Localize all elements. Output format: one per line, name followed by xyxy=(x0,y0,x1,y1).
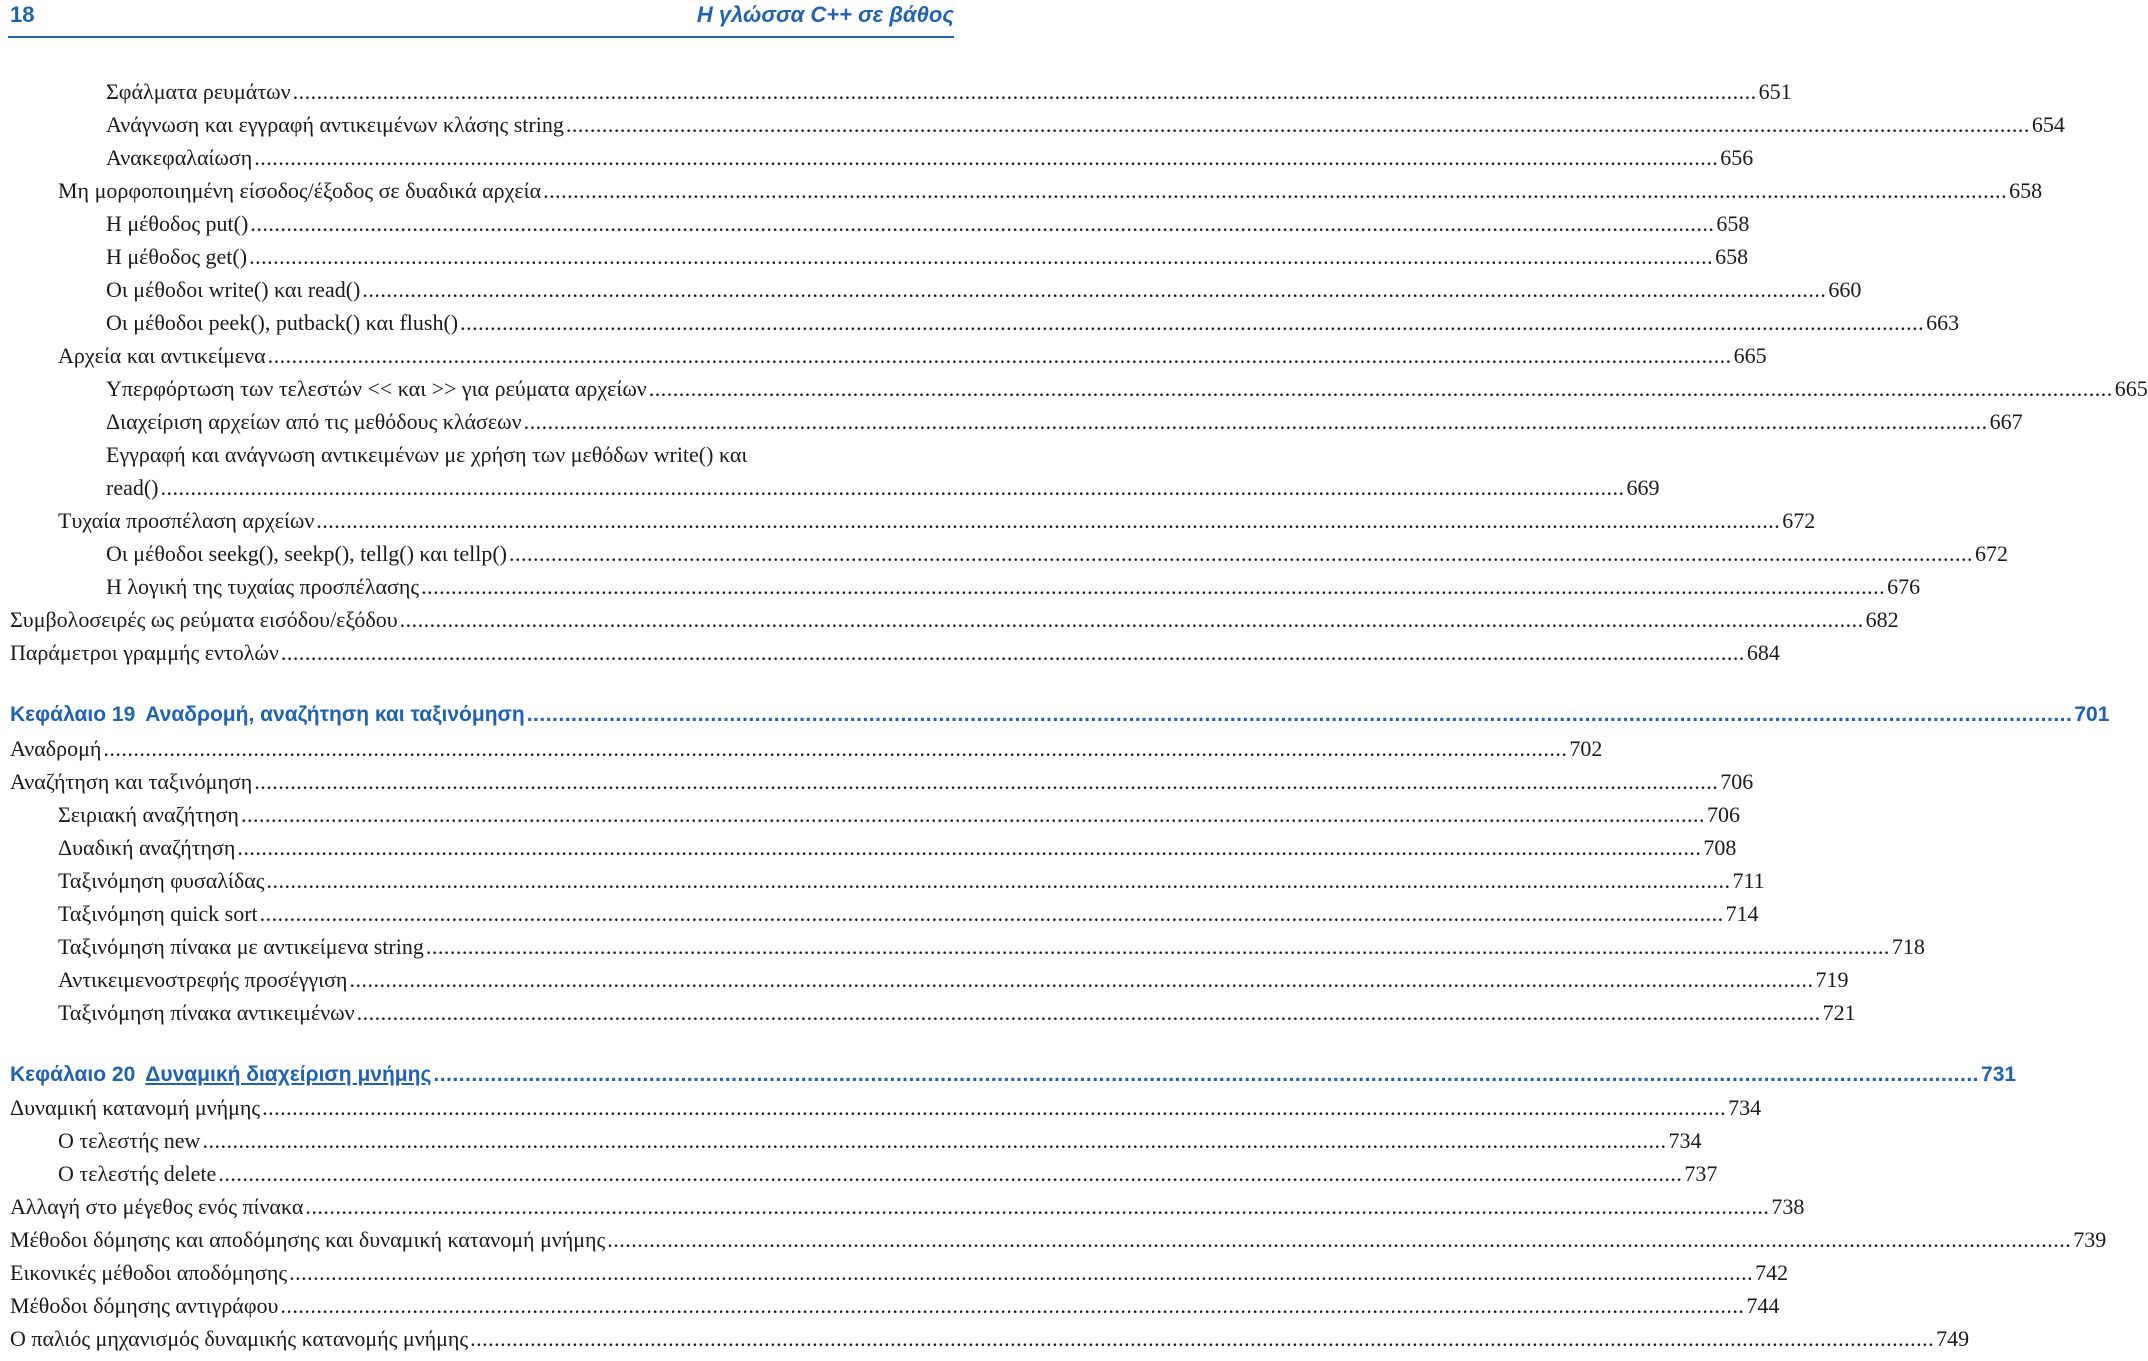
toc-entry-page: 744 xyxy=(1746,1293,1780,1318)
toc-entry-title: Δυναμική κατανομή μνήμης xyxy=(10,1095,261,1120)
toc-entry-title: Διαχείριση αρχείων από τις μεθόδους κλάσεων xyxy=(106,409,522,434)
toc-entry[interactable] xyxy=(106,275,1862,305)
toc-entry[interactable] xyxy=(10,1291,1780,1321)
toc-entry-page: 660 xyxy=(1828,277,1862,302)
chapter-title: Αναδρομή, αναζήτηση και ταξινόμηση xyxy=(145,703,525,726)
dot-leader xyxy=(524,407,1988,437)
dot-leader xyxy=(362,275,1826,305)
toc-entry-title: Αντικειμενοστρεφής προσέγγιση xyxy=(58,967,348,992)
toc-entry-wrapped-line[interactable] xyxy=(106,440,952,470)
chapter-title: Δυναμική διαχείριση μνήμης xyxy=(145,1063,432,1086)
toc-entry-title: Οι μέθοδοι peek(), putback() και flush() xyxy=(106,310,459,335)
toc-entry-page: 672 xyxy=(1975,541,2008,566)
toc-entry-title: Δυαδική αναζήτηση xyxy=(58,835,236,860)
toc-entry[interactable] xyxy=(58,176,2043,206)
toc-entry[interactable] xyxy=(58,833,1737,863)
toc-entry-page: 676 xyxy=(1887,574,1921,599)
toc-entry[interactable] xyxy=(58,998,1856,1028)
dot-leader xyxy=(250,209,1714,239)
toc-entry-title: Μέθοδοι δόμησης αντιγράφου xyxy=(10,1293,279,1318)
toc-entry[interactable] xyxy=(58,800,1740,830)
toc-entry-page: 669 xyxy=(1626,475,1660,500)
toc-entry-title: Τυχαία προσπέλαση αρχείων xyxy=(58,508,315,533)
dot-leader xyxy=(566,110,2030,140)
dot-leader xyxy=(527,700,2073,730)
toc-entry-page: 665 xyxy=(1733,343,1767,368)
dot-leader xyxy=(289,1258,1753,1288)
chapter-label: Κεφάλαιο 19 xyxy=(10,703,136,726)
dot-leader xyxy=(260,899,1724,929)
dot-leader xyxy=(268,341,1732,371)
toc-entry-page: 658 xyxy=(1716,211,1750,236)
dot-leader xyxy=(357,998,1821,1028)
toc-entry-page: 667 xyxy=(1989,409,2023,434)
dot-leader xyxy=(349,965,1813,995)
dot-leader xyxy=(254,143,1718,173)
dot-leader xyxy=(305,1192,1769,1222)
chapter-heading[interactable] xyxy=(10,700,2110,730)
toc-entry[interactable] xyxy=(106,209,1750,239)
toc-entry-page: 742 xyxy=(1755,1260,1789,1285)
toc-entry-title: read() xyxy=(106,475,159,500)
dot-leader xyxy=(400,605,1864,635)
dot-leader xyxy=(262,1093,1726,1123)
dot-leader xyxy=(426,932,1890,962)
chapter-page: 731 xyxy=(1981,1063,2017,1086)
toc-entry-page: 737 xyxy=(1684,1161,1718,1186)
toc-entry-title: Ανακεφαλαίωση xyxy=(106,145,253,170)
chapter-label: Κεφάλαιο 20 xyxy=(10,1063,136,1086)
dot-leader xyxy=(293,77,1757,107)
dot-leader xyxy=(237,833,1701,863)
toc-entry-title: Αλλαγή στο μέγεθος ενός πίνακα xyxy=(10,1194,304,1219)
toc-entry-title: Μέθοδοι δόμησης και αποδόμησης και δυναμική κατανομή μνήμης xyxy=(10,1227,606,1252)
dot-leader xyxy=(316,506,1780,536)
toc-entry-title: Σφάλματα ρευμάτων xyxy=(106,79,291,104)
toc-entry-title: Ο τελεστής new xyxy=(58,1128,201,1153)
toc-entry-title: Η μέθοδος put() xyxy=(106,211,249,236)
dot-leader xyxy=(470,1324,1934,1354)
toc-entry-page: 734 xyxy=(1668,1128,1702,1153)
toc-entry[interactable] xyxy=(58,932,1925,962)
toc-entry[interactable] xyxy=(10,638,1780,668)
dot-leader xyxy=(421,572,1885,602)
dot-leader xyxy=(280,1291,1744,1321)
toc-entry-page: 718 xyxy=(1891,934,1925,959)
toc-entry[interactable] xyxy=(106,407,2023,437)
dot-leader xyxy=(460,308,1924,338)
toc-entry-page: 714 xyxy=(1725,901,1759,926)
dot-leader xyxy=(202,1126,1666,1156)
dot-leader xyxy=(249,242,1713,272)
toc-entry[interactable] xyxy=(106,242,1749,272)
dot-leader xyxy=(218,1159,1682,1189)
toc-entry-title: Παράμετροι γραμμής εντολών xyxy=(10,640,279,665)
dot-leader xyxy=(509,539,1973,569)
dot-leader xyxy=(607,1225,2071,1255)
dot-leader xyxy=(281,638,1745,668)
toc-entry-title: Οι μέθοδοι seekg(), seekp(), tellg() και tellp() xyxy=(106,541,507,566)
toc-entry-title: Μη μορφοποιημένη είσοδος/έξοδος σε δυαδικά αρχεία xyxy=(58,178,542,203)
page-number: 18 xyxy=(10,2,35,27)
toc-entry[interactable] xyxy=(10,1192,1805,1222)
toc-entry[interactable] xyxy=(58,341,1767,371)
toc-entry-title: Αναζήτηση και ταξινόμηση xyxy=(10,769,253,794)
toc-entry[interactable] xyxy=(10,734,1603,764)
toc-entry-page: 706 xyxy=(1720,769,1754,794)
toc-entry-title: Αναδρομή xyxy=(10,736,102,761)
toc-entry-title: Ταξινόμηση quick sort xyxy=(58,901,258,926)
toc-entry-page: 682 xyxy=(1865,607,1899,632)
dot-leader xyxy=(241,800,1705,830)
toc-entry-title: Η μέθοδος get() xyxy=(106,244,248,269)
toc-entry[interactable] xyxy=(10,605,1899,635)
toc-entry[interactable] xyxy=(58,1126,1702,1156)
toc-entry[interactable] xyxy=(10,767,1754,797)
toc-entry-title: Ανάγνωση και εγγραφή αντικειμένων κλάσης string xyxy=(106,112,564,137)
toc-entry[interactable] xyxy=(10,1093,1762,1123)
toc-entry-title: Ταξινόμηση πίνακα αντικειμένων xyxy=(58,1000,355,1025)
toc-entry[interactable] xyxy=(106,110,2065,140)
toc-entry-title: Σειριακή αναζήτηση xyxy=(58,802,239,827)
toc-entry-page: 665 xyxy=(2114,376,2148,401)
toc-entry[interactable] xyxy=(10,1258,1789,1288)
toc-entry[interactable] xyxy=(58,1159,1718,1189)
chapter-page: 701 xyxy=(2074,703,2110,726)
toc-entry-page: 739 xyxy=(2073,1227,2107,1252)
toc-entry-page: 702 xyxy=(1569,736,1603,761)
toc-entry[interactable] xyxy=(106,308,1960,338)
toc-entry-page: 721 xyxy=(1822,1000,1856,1025)
toc-entry-title: Η λογική της τυχαίας προσπέλασης xyxy=(106,574,420,599)
chapter-heading[interactable] xyxy=(10,1060,2017,1090)
toc-entry-title: Ταξινόμηση φυσαλίδας xyxy=(58,868,265,893)
toc-entry-title: Ταξινόμηση πίνακα με αντικείμενα string xyxy=(58,934,424,959)
toc-entry[interactable] xyxy=(10,1225,2107,1255)
book-title: Η γλώσσα C++ σε βάθος xyxy=(696,2,954,27)
toc-entry[interactable] xyxy=(106,572,1921,602)
dot-leader xyxy=(161,473,1625,503)
toc-entry-page: 651 xyxy=(1758,79,1792,104)
toc-entry-title: Οι μέθοδοι write() και read() xyxy=(106,277,361,302)
toc-entry-page: 734 xyxy=(1728,1095,1762,1120)
toc-entry[interactable] xyxy=(106,143,1754,173)
toc-entry[interactable] xyxy=(58,866,1765,896)
toc-entry-page: 719 xyxy=(1815,967,1849,992)
toc-entry-page: 708 xyxy=(1703,835,1737,860)
toc-entry-page: 672 xyxy=(1782,508,1816,533)
toc-entry-page: 711 xyxy=(1732,868,1765,893)
dot-leader xyxy=(266,866,1730,896)
dot-leader xyxy=(103,734,1567,764)
toc-entry[interactable] xyxy=(106,539,2008,569)
toc-entry-page: 658 xyxy=(1715,244,1749,269)
toc-entry[interactable] xyxy=(106,374,2148,404)
toc-entry-page: 658 xyxy=(2009,178,2043,203)
toc-entry-title: Αρχεία και αντικείμενα xyxy=(58,343,266,368)
dot-leader xyxy=(433,1060,1979,1090)
toc-entry[interactable] xyxy=(58,506,1816,536)
dot-leader xyxy=(543,176,2007,206)
toc-entry-page: 654 xyxy=(2031,112,2065,137)
toc-entry-title: Υπερφόρτωση των τελεστών << και >> για ρεύματα αρχείων xyxy=(106,376,647,401)
toc-entry-title: Εγγραφή και ανάγνωση αντικειμένων με χρήση των μεθόδων write() και xyxy=(106,442,748,467)
toc-entry[interactable] xyxy=(58,899,1759,929)
toc-entry[interactable] xyxy=(10,1324,1970,1354)
toc-entry-page: 749 xyxy=(1936,1326,1970,1351)
toc-entry[interactable] xyxy=(58,965,1849,995)
toc-entry[interactable] xyxy=(106,473,1660,503)
toc-entry-title: Εικονικές μέθοδοι αποδόμησης xyxy=(10,1260,288,1285)
toc-entry-page: 663 xyxy=(1926,310,1960,335)
dot-leader xyxy=(254,767,1718,797)
toc-entry-page: 738 xyxy=(1771,1194,1805,1219)
toc-entry-page: 706 xyxy=(1706,802,1740,827)
toc-entry-page: 684 xyxy=(1746,640,1780,665)
toc-entry-title: Συμβολοσειρές ως ρεύματα εισόδου/εξόδου xyxy=(10,607,398,632)
toc-entry-title: Ο τελεστής delete xyxy=(58,1161,217,1186)
dot-leader xyxy=(649,374,2113,404)
toc-entry[interactable] xyxy=(106,77,1792,107)
toc-entry-page: 656 xyxy=(1720,145,1754,170)
toc-entry-title: Ο παλιός μηχανισμός δυναμικής κατανομής μνήμης xyxy=(10,1326,469,1351)
